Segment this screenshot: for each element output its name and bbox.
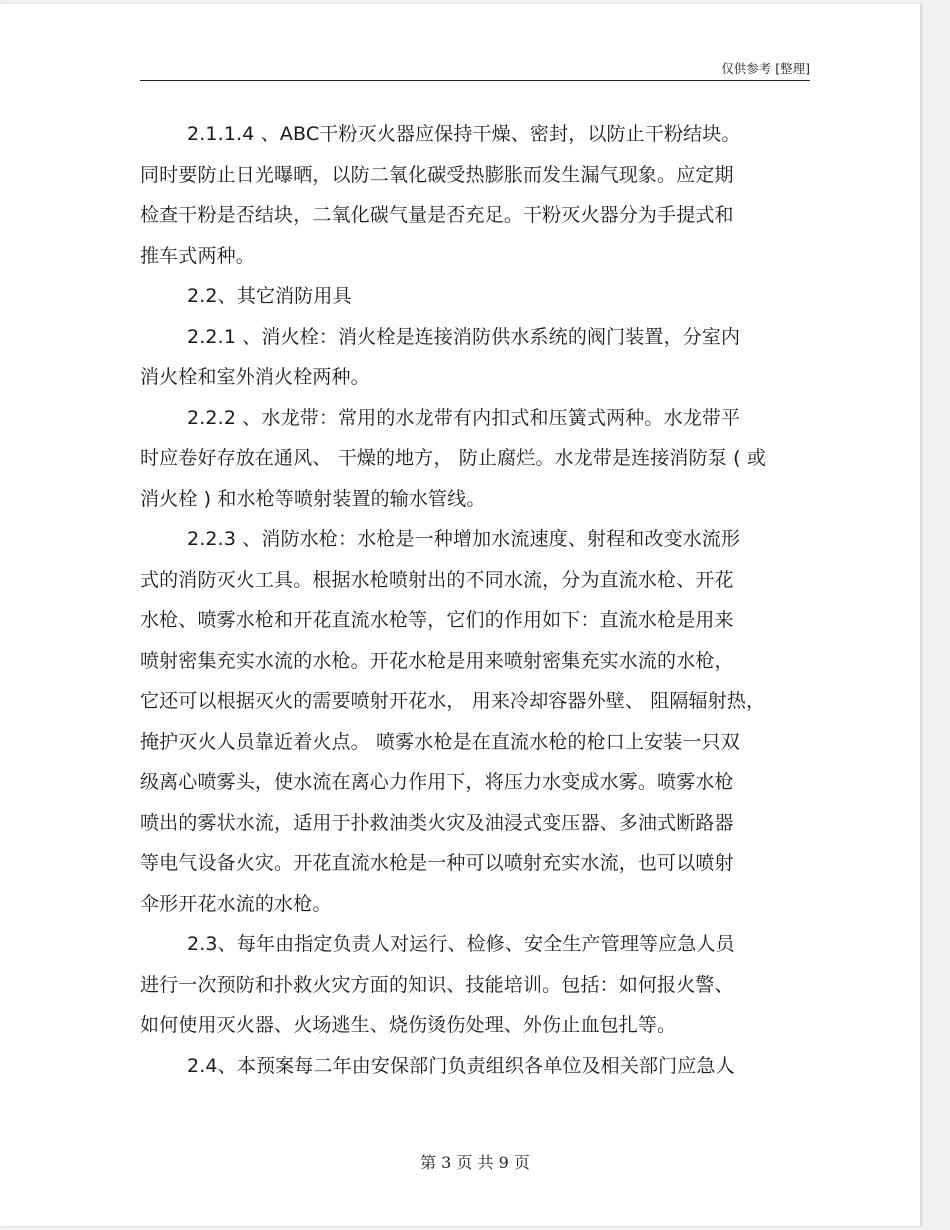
document-body	[140, 114, 820, 1086]
text-line: 时应卷好存放在通风、 干燥的地方， 防止腐烂。水龙带是连接消防泵 ( 或	[140, 447, 766, 469]
text-line: 它还可以根据灭火的需要喷射开花水， 用来冷却容器外壁、 阻隔辐射热，	[140, 690, 766, 712]
text-line: 喷出的雾状水流，适用于扑救油类火灾及油浸式变压器、多油式断路器	[140, 811, 734, 834]
header-rule	[140, 80, 810, 81]
text-line: 同时要防止日光曝晒，以防二氧化碳受热膨胀而发生漏气现象。应定期	[140, 163, 734, 186]
text-line: 式的消防灭火工具。根据水枪喷射出的不同水流，分为直流水枪、开花	[140, 568, 734, 591]
text-line: 如何使用灭火器、火场逃生、烧伤烫伤处理、外伤止血包扎等。	[140, 1014, 677, 1036]
page-header: 仅供参考 [整理]	[721, 61, 810, 76]
text-line: 2.2.3 、消防水枪：水枪是一种增加水流速度、射程和改变水流形	[187, 528, 741, 550]
text-line: 掩护灭火人员靠近着火点。 喷雾水枪是在直流水枪的枪口上安装一只双	[140, 730, 740, 753]
text-line: 级离心喷雾头，使水流在离心力作用下，将压力水变成水雾。喷雾水枪	[140, 771, 734, 793]
text-line: 2.3、每年由指定负责人对运行、检修、安全生产管理等应急人员	[187, 933, 735, 955]
text-line: 水枪、喷雾水枪和开花直流水枪等，它们的作用如下：直流水枪是用来	[140, 609, 734, 631]
text-line: 2.4、本预案每二年由安保部门负责组织各单位及相关部门应急人	[187, 1054, 735, 1077]
text-line: 2.2.2 、水龙带：常用的水龙带有内扣式和压簧式两种。水龙带平	[187, 406, 741, 429]
text-line: 等电气设备火灾。开花直流水枪是一种可以喷射充实水流，也可以喷射	[140, 852, 734, 874]
text-line: 2.2.1 、消火栓：消火栓是连接消防供水系统的阀门装置，分室内	[187, 325, 741, 348]
text-line: 消火栓 ) 和水枪等喷射装置的输水管线。	[140, 487, 486, 510]
text-line: 伞形开花水流的水枪。	[140, 892, 332, 915]
text-line: 进行一次预防和扑救火灾方面的知识、技能培训。包括：如何报火警、	[140, 973, 734, 996]
text-line: 推车式两种。	[140, 244, 255, 267]
text-line: 消火栓和室外消火栓两种。	[140, 366, 370, 388]
document-page	[0, 4, 921, 1226]
text-line: 2.2、其它消防用具	[187, 285, 352, 307]
text-line: 检查干粉是否结块，二氧化碳气量是否充足。干粉灭火器分为手提式和	[140, 204, 734, 226]
text-line: 喷射密集充实水流的水枪。开花水枪是用来喷射密集充实水流的水枪，	[140, 649, 734, 672]
page-footer: 第 3 页 共 9 页	[420, 1153, 530, 1172]
text-line: 2.1.1.4 、ABC干粉灭火器应保持干燥、密封，以防止干粉结块。	[187, 123, 741, 145]
